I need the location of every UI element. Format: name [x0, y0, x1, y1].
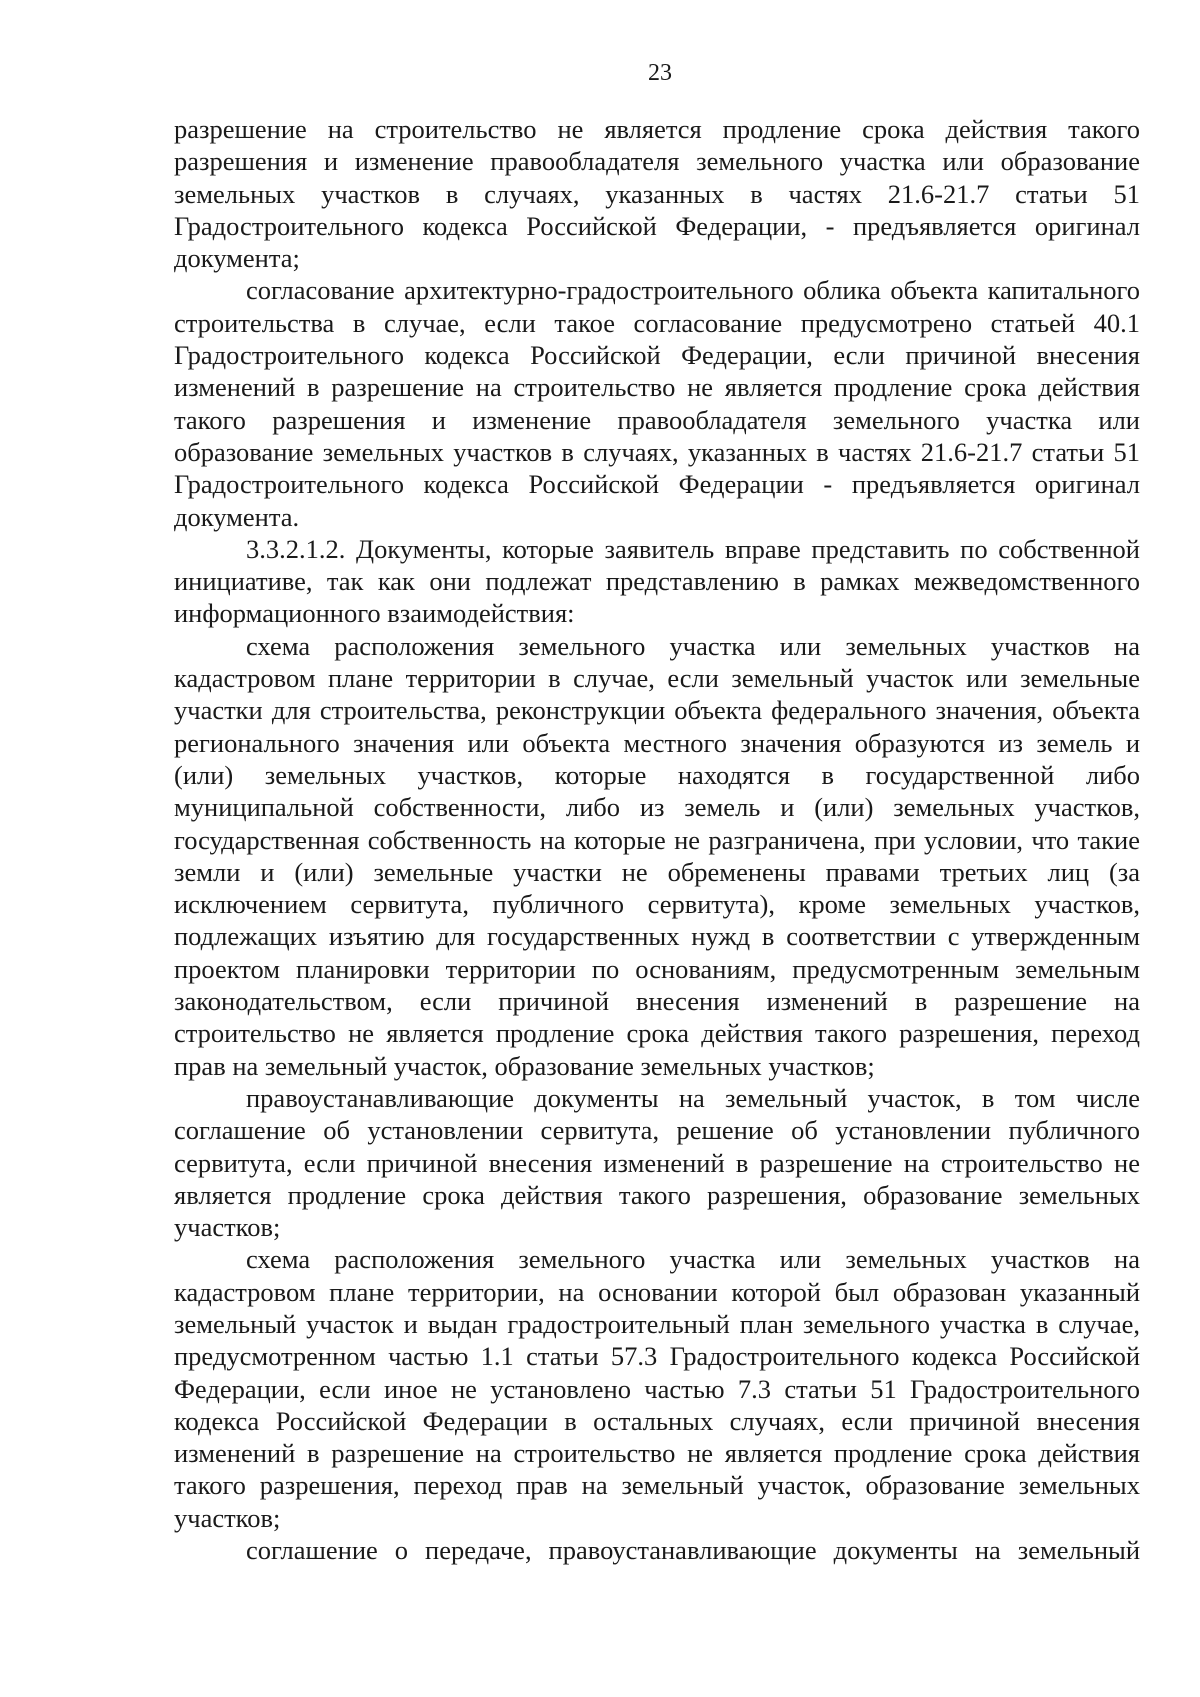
- paragraph-land-plot-scheme: схема расположения земельного участка или земельных участков на кадастровом плане территории в случае, если земельный участок или земельные участки для строительства, реконструкции объекта федерального значения, объекта регионального значения или объекта местного значения образуются из земель и (или) земельных участков, которые находятся в государственной либо муниципальной собственности, либо из земель и (или) земельных участков, государственная собственность на которые не разграничена, при условии, что такие земли и (или) земельные участки не обременены правами третьих лиц (за исключением сервитута, публичного сервитута), кроме земельных участков, подлежащих изъятию для государственных нужд в соответствии с утвержденным проектом планировки территории по основаниям, предусмотренным земельным законодательством, если причиной внесения изменений в разрешение на строительство не является продление срока действия такого разрешения, переход прав на земельный участок, образование земельных участков;: [174, 630, 1140, 1081]
- paragraph-transfer-agreement: соглашение о передаче, правоустанавливающие документы на земельный: [246, 1535, 1140, 1566]
- paragraph-continuation: разрешение на строительство не является продление срока действия такого разрешения и изменение правообладателя земельного участка или образование земельных участков в случаях, указанных в частях 21.6-21.7 статьи 51 Градостроительного кодекса Российской Федерации, - предъявляется оригинал документа;: [174, 114, 1140, 274]
- paragraph-title-documents: правоустанавливающие документы на земельный участок, в том числе соглашение об установлении сервитута, решение об установлении публичного сервитута, если причиной внесения изменений в разрешение на строительство не является продление срока действия такого разрешения, образование земельных участков;: [174, 1082, 1140, 1243]
- page-number: 23: [648, 60, 672, 86]
- paragraph-architectural-approval: согласование архитектурно-градостроительного облика объекта капитального строительства в случае, если такое согласование предусмотрено статьей 40.1 Градостроительного кодекса Российской Федерации, если причиной внесения изменений в разрешение на строительство не является продление срока действия такого разрешения и изменение правообладателя земельного участка или образование земельных участков в случаях, указанных в частях 21.6-21.7 статьи 51 Градостроительного кодекса Российской Федерации - предъявляется оригинал документа.: [174, 275, 1140, 532]
- paragraph-cadastral-plan-scheme: схема расположения земельного участка или земельных участков на кадастровом плане территории, на основании которой был образован указанный земельный участок и выдан градостроительный план земельного участка в случае, предусмотренном частью 1.1 статьи 57.3 Градостроительного кодекса Российской Федерации, если иное не установлено частью 7.3 статьи 51 Градостроительного кодекса Российской Федерации в остальных случаях, если причиной внесения изменений в разрешение на строительство не является продление срока действия такого разрешения, переход прав на земельный участок, образование земельных участков;: [174, 1244, 1140, 1533]
- paragraph-section-3-3-2-1-2: 3.3.2.1.2. Документы, которые заявитель вправе представить по собственной инициативе, так как они подлежат представлению в рамках межведомственного информационного взаимодействия:: [174, 533, 1140, 629]
- document-body: [174, 113, 1140, 1566]
